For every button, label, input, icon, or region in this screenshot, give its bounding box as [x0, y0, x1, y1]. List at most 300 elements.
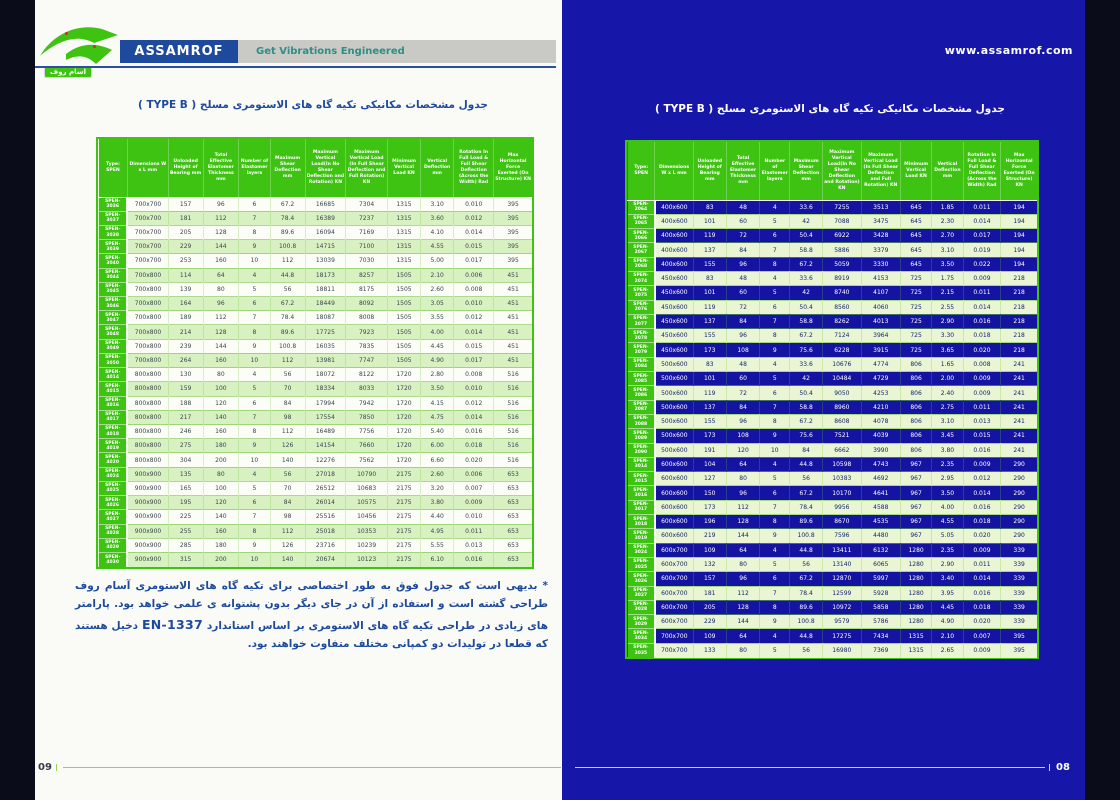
- value-cell: 0.014: [963, 572, 1001, 586]
- value-cell: 1.85: [932, 200, 963, 214]
- value-cell: 67.2: [790, 572, 823, 586]
- value-cell: 0.022: [963, 257, 1001, 271]
- value-cell: 217: [168, 410, 203, 424]
- value-cell: 1315: [387, 254, 420, 268]
- value-cell: 3.50: [932, 486, 963, 500]
- value-cell: 600x600: [655, 500, 694, 514]
- type-cell: SPEN-3035: [628, 643, 655, 657]
- value-cell: 2.35: [932, 543, 963, 557]
- value-cell: 58.8: [790, 314, 823, 328]
- value-cell: 7030: [346, 254, 388, 268]
- value-cell: 189: [168, 311, 203, 325]
- value-cell: 0.006: [454, 268, 494, 282]
- value-cell: 3.05: [421, 297, 454, 311]
- value-cell: 600x600: [655, 515, 694, 529]
- value-cell: 3.20: [421, 481, 454, 495]
- value-cell: 112: [270, 353, 305, 367]
- value-cell: 42: [790, 372, 823, 386]
- value-cell: 4107: [861, 286, 900, 300]
- type-cell: SPEN-3015: [628, 472, 655, 486]
- value-cell: 3379: [861, 243, 900, 257]
- value-cell: 12870: [823, 572, 862, 586]
- value-cell: 3330: [861, 257, 900, 271]
- value-cell: 0.008: [454, 368, 494, 382]
- value-cell: 7850: [346, 410, 388, 424]
- value-cell: 140: [203, 510, 239, 524]
- value-cell: 900x900: [127, 467, 168, 481]
- value-cell: 10239: [346, 538, 388, 552]
- value-cell: 4.55: [421, 240, 454, 254]
- value-cell: 2.60: [421, 467, 454, 481]
- value-cell: 56: [790, 643, 823, 657]
- value-cell: 200: [203, 453, 239, 467]
- value-cell: 0.011: [963, 557, 1001, 571]
- value-cell: 6: [239, 297, 270, 311]
- value-cell: 600x700: [655, 615, 694, 629]
- value-cell: 12599: [823, 586, 862, 600]
- value-cell: 0.018: [454, 439, 494, 453]
- value-cell: 395: [494, 254, 532, 268]
- value-cell: 56: [790, 557, 823, 571]
- value-cell: 1505: [387, 325, 420, 339]
- value-cell: 64: [203, 268, 239, 282]
- value-cell: 645: [900, 200, 931, 214]
- value-cell: 800x800: [127, 439, 168, 453]
- value-cell: 1720: [387, 439, 420, 453]
- value-cell: 275: [168, 439, 203, 453]
- value-cell: 1315: [387, 240, 420, 254]
- value-cell: 126: [270, 439, 305, 453]
- right-page: [562, 0, 1085, 800]
- value-cell: 120: [203, 396, 239, 410]
- column-header: Total Effective Elastomer Thickness mm: [726, 142, 760, 200]
- value-cell: 0.015: [454, 240, 494, 254]
- value-cell: 516: [494, 396, 532, 410]
- value-cell: 8262: [823, 314, 862, 328]
- value-cell: 806: [900, 386, 931, 400]
- type-cell: SPEN-3026: [628, 572, 655, 586]
- value-cell: 500x600: [655, 400, 694, 414]
- value-cell: 56: [270, 467, 305, 481]
- value-cell: 4013: [861, 314, 900, 328]
- value-cell: 806: [900, 372, 931, 386]
- column-header: Dimensions W x L mm: [655, 142, 694, 200]
- value-cell: 16094: [305, 225, 346, 239]
- value-cell: 400x600: [655, 214, 694, 228]
- value-cell: 5: [760, 472, 790, 486]
- value-cell: 5.55: [421, 538, 454, 552]
- value-cell: 600x700: [655, 543, 694, 557]
- value-cell: 4480: [861, 529, 900, 543]
- value-cell: 4: [760, 200, 790, 214]
- value-cell: 2.90: [932, 557, 963, 571]
- value-cell: 10683: [346, 481, 388, 495]
- value-cell: 10972: [823, 600, 862, 614]
- value-cell: 4060: [861, 300, 900, 314]
- type-cell: SPEN-3037: [99, 211, 128, 225]
- type-cell: SPEN-3028: [628, 600, 655, 614]
- value-cell: 191: [693, 443, 726, 457]
- value-cell: 0.018: [963, 329, 1001, 343]
- value-cell: 1280: [900, 543, 931, 557]
- value-cell: 6: [760, 386, 790, 400]
- value-cell: 4.10: [421, 225, 454, 239]
- value-cell: 800x800: [127, 410, 168, 424]
- type-cell: SPEN-2065: [628, 214, 655, 228]
- value-cell: 128: [726, 515, 760, 529]
- value-cell: 4: [239, 268, 270, 282]
- value-cell: 4.45: [421, 339, 454, 353]
- type-cell: SPEN-4026: [99, 496, 128, 510]
- value-cell: 8960: [823, 400, 862, 414]
- value-cell: 450x600: [655, 314, 694, 328]
- value-cell: 3.40: [932, 572, 963, 586]
- value-cell: 67.2: [270, 297, 305, 311]
- value-cell: 10598: [823, 457, 862, 471]
- value-cell: 290: [1001, 515, 1037, 529]
- table-row: [628, 329, 1038, 343]
- value-cell: 84: [270, 396, 305, 410]
- value-cell: 900x900: [127, 510, 168, 524]
- value-cell: 2.80: [421, 368, 454, 382]
- value-cell: 600x700: [655, 586, 694, 600]
- value-cell: 4: [760, 457, 790, 471]
- value-cell: 5886: [823, 243, 862, 257]
- value-cell: 104: [693, 457, 726, 471]
- table-title-left: جدول مشخصات مکانیکی تکیه گاه های الاستومری مسلح ( TYPE B ): [138, 99, 488, 111]
- value-cell: 3964: [861, 329, 900, 343]
- value-cell: 119: [693, 386, 726, 400]
- value-cell: 6: [760, 572, 790, 586]
- value-cell: 100.8: [790, 529, 823, 543]
- value-cell: 2.90: [932, 314, 963, 328]
- type-cell: SPEN-4020: [99, 453, 128, 467]
- value-cell: 1280: [900, 615, 931, 629]
- type-cell: SPEN-4030: [99, 552, 128, 567]
- value-cell: 1.75: [932, 271, 963, 285]
- value-cell: 4.40: [421, 510, 454, 524]
- value-cell: 1505: [387, 339, 420, 353]
- header-divider: [35, 66, 556, 68]
- value-cell: 6: [760, 486, 790, 500]
- value-cell: 18072: [305, 368, 346, 382]
- type-cell: SPEN-3049: [99, 339, 128, 353]
- value-cell: 4253: [861, 386, 900, 400]
- value-cell: 800x800: [127, 453, 168, 467]
- value-cell: 6132: [861, 543, 900, 557]
- footer-line: [63, 767, 561, 768]
- value-cell: 100: [203, 382, 239, 396]
- value-cell: 194: [1001, 257, 1037, 271]
- column-header: Max Horizontal Force Exerted (On Structure) KN: [1001, 142, 1037, 200]
- value-cell: 80: [203, 282, 239, 296]
- value-cell: 160: [203, 254, 239, 268]
- value-cell: 3.50: [932, 257, 963, 271]
- value-cell: 8092: [346, 297, 388, 311]
- value-cell: 2.10: [421, 268, 454, 282]
- table-row: [628, 572, 1038, 586]
- value-cell: 48: [726, 357, 760, 371]
- value-cell: 500x600: [655, 372, 694, 386]
- value-cell: 0.015: [454, 339, 494, 353]
- value-cell: 700x800: [127, 353, 168, 367]
- value-cell: 10: [760, 443, 790, 457]
- value-cell: 2.60: [421, 282, 454, 296]
- value-cell: 5786: [861, 615, 900, 629]
- value-cell: 395: [494, 240, 532, 254]
- value-cell: 10170: [823, 486, 862, 500]
- value-cell: 339: [1001, 600, 1037, 614]
- value-cell: 0.018: [963, 600, 1001, 614]
- column-header: Maximum Vertical Load (In Full Shear Deflection and Full Rotation) KN: [861, 142, 900, 200]
- value-cell: 3.95: [932, 586, 963, 600]
- value-cell: 7923: [346, 325, 388, 339]
- value-cell: 8560: [823, 300, 862, 314]
- value-cell: 6.10: [421, 552, 454, 567]
- value-cell: 13039: [305, 254, 346, 268]
- value-cell: 75.6: [790, 343, 823, 357]
- value-cell: 89.6: [270, 225, 305, 239]
- column-header: Vertical Deflection mm: [932, 142, 963, 200]
- page-footer-left: [38, 762, 561, 773]
- table-row: [99, 510, 533, 524]
- table-row: [628, 486, 1038, 500]
- value-cell: 290: [1001, 500, 1037, 514]
- value-cell: 0.010: [454, 297, 494, 311]
- value-cell: 1505: [387, 297, 420, 311]
- value-cell: 18173: [305, 268, 346, 282]
- value-cell: 80: [203, 467, 239, 481]
- value-cell: 4: [760, 357, 790, 371]
- value-cell: 3.80: [421, 496, 454, 510]
- page-number-right: 08: [1056, 762, 1070, 773]
- column-header: Rotation In Full Load & Full Shear Deflection (Across the Width) Rad: [454, 139, 494, 197]
- value-cell: 8: [760, 414, 790, 428]
- value-cell: 400x600: [655, 200, 694, 214]
- table-row: [99, 467, 533, 481]
- value-cell: 219: [693, 529, 726, 543]
- value-cell: 96: [726, 414, 760, 428]
- value-cell: 500x600: [655, 429, 694, 443]
- value-cell: 1505: [387, 311, 420, 325]
- value-cell: 137: [693, 243, 726, 257]
- value-cell: 80: [203, 368, 239, 382]
- value-cell: 500x600: [655, 357, 694, 371]
- value-cell: 80: [726, 472, 760, 486]
- value-cell: 6.00: [421, 439, 454, 453]
- spec-table: [627, 142, 1037, 658]
- value-cell: 44.8: [790, 457, 823, 471]
- value-cell: 155: [693, 257, 726, 271]
- value-cell: 160: [203, 425, 239, 439]
- value-cell: 290: [1001, 486, 1037, 500]
- table-row: [628, 500, 1038, 514]
- value-cell: 4153: [861, 271, 900, 285]
- footnote-text-2: دخیل هستند که قطعا در تولیدات دو کمپانی مختلف متفاوت خواهند بود.: [75, 619, 548, 650]
- value-cell: 339: [1001, 615, 1037, 629]
- value-cell: 160: [203, 524, 239, 538]
- type-cell: SPEN-3045: [99, 282, 128, 296]
- value-cell: 2.55: [932, 300, 963, 314]
- type-cell: SPEN-3024: [628, 543, 655, 557]
- value-cell: 229: [693, 615, 726, 629]
- value-cell: 400x600: [655, 229, 694, 243]
- value-cell: 84: [270, 496, 305, 510]
- value-cell: 400x600: [655, 257, 694, 271]
- value-cell: 180: [203, 439, 239, 453]
- footer-line: [575, 767, 1045, 768]
- value-cell: 8033: [346, 382, 388, 396]
- value-cell: 0.009: [963, 643, 1001, 657]
- value-cell: 4.45: [932, 600, 963, 614]
- value-cell: 967: [900, 515, 931, 529]
- value-cell: 10575: [346, 496, 388, 510]
- value-cell: 14154: [305, 439, 346, 453]
- table-row: [99, 538, 533, 552]
- value-cell: 48: [726, 200, 760, 214]
- type-cell: SPEN-3029: [628, 615, 655, 629]
- value-cell: 5: [760, 372, 790, 386]
- value-cell: 7: [760, 400, 790, 414]
- value-cell: 241: [1001, 386, 1037, 400]
- value-cell: 218: [1001, 300, 1037, 314]
- value-cell: 155: [693, 414, 726, 428]
- value-cell: 10: [239, 254, 270, 268]
- value-cell: 1315: [900, 629, 931, 643]
- value-cell: 700x700: [127, 197, 168, 211]
- type-cell: SPEN-3040: [99, 254, 128, 268]
- value-cell: 2.15: [932, 286, 963, 300]
- value-cell: 339: [1001, 572, 1037, 586]
- type-cell: SPEN-4016: [99, 396, 128, 410]
- type-cell: SPEN-3038: [99, 225, 128, 239]
- value-cell: 725: [900, 329, 931, 343]
- value-cell: 112: [726, 586, 760, 600]
- type-cell: SPEN-2088: [628, 414, 655, 428]
- footnote: [75, 578, 548, 653]
- value-cell: 2.70: [932, 229, 963, 243]
- table-row: [628, 314, 1038, 328]
- table-row: [628, 414, 1038, 428]
- table-row: [99, 325, 533, 339]
- footnote-text-1: * بدیهی است که جدول فوق به طور اختصاصی برای تکیه گاه های الاستومری آسام روف طراحی گشته است و استفاده از آن در جای دیگر بدون پشتوانه ی علمی خواهد بود. پارامتر های زیادی در طراحی تکیه گاه های الاستومری بر اساس استاندارد: [75, 580, 548, 632]
- type-cell: SPEN-4028: [99, 524, 128, 538]
- value-cell: 16389: [305, 211, 346, 225]
- value-cell: 56: [790, 472, 823, 486]
- type-cell: SPEN-4019: [99, 439, 128, 453]
- type-cell: SPEN-3046: [99, 297, 128, 311]
- value-cell: 101: [693, 286, 726, 300]
- value-cell: 0.010: [454, 510, 494, 524]
- value-cell: 67.2: [790, 414, 823, 428]
- value-cell: 42: [790, 286, 823, 300]
- value-cell: 2175: [387, 510, 420, 524]
- type-cell: SPEN-4024: [99, 467, 128, 481]
- value-cell: 137: [693, 400, 726, 414]
- value-cell: 13411: [823, 543, 862, 557]
- value-cell: 9: [760, 429, 790, 443]
- value-cell: 10790: [346, 467, 388, 481]
- table-row: [628, 557, 1038, 571]
- value-cell: 967: [900, 472, 931, 486]
- table-row: [99, 268, 533, 282]
- value-cell: 600x700: [655, 557, 694, 571]
- table-row: [628, 529, 1038, 543]
- value-cell: 7169: [346, 225, 388, 239]
- value-cell: 60: [726, 214, 760, 228]
- value-cell: 725: [900, 314, 931, 328]
- value-cell: 451: [494, 353, 532, 367]
- footer-tick: [56, 764, 57, 771]
- value-cell: 96: [726, 329, 760, 343]
- value-cell: 137: [693, 314, 726, 328]
- value-cell: 195: [168, 496, 203, 510]
- type-cell: SPEN-3016: [628, 486, 655, 500]
- value-cell: 0.017: [963, 229, 1001, 243]
- value-cell: 516: [494, 453, 532, 467]
- value-cell: 2.75: [932, 400, 963, 414]
- value-cell: 645: [900, 257, 931, 271]
- value-cell: 0.020: [963, 529, 1001, 543]
- value-cell: 241: [1001, 400, 1037, 414]
- value-cell: 0.014: [454, 225, 494, 239]
- value-cell: 7: [239, 211, 270, 225]
- value-cell: 140: [203, 410, 239, 424]
- value-cell: 26512: [305, 481, 346, 495]
- value-cell: 119: [693, 229, 726, 243]
- value-cell: 8740: [823, 286, 862, 300]
- type-cell: SPEN-3036: [99, 197, 128, 211]
- value-cell: 84: [726, 243, 760, 257]
- value-cell: 1505: [387, 268, 420, 282]
- value-cell: 144: [203, 339, 239, 353]
- value-cell: 0.009: [963, 271, 1001, 285]
- table-row: [628, 615, 1038, 629]
- table-row: [628, 472, 1038, 486]
- value-cell: 451: [494, 297, 532, 311]
- value-cell: 9: [239, 240, 270, 254]
- table-row: [99, 524, 533, 538]
- value-cell: 800x800: [127, 396, 168, 410]
- table-row: [628, 200, 1038, 214]
- spec-table-right: [625, 140, 1039, 659]
- type-cell: SPEN-2085: [628, 372, 655, 386]
- value-cell: 144: [203, 240, 239, 254]
- value-cell: 7562: [346, 453, 388, 467]
- value-cell: 5997: [861, 572, 900, 586]
- value-cell: 48: [726, 271, 760, 285]
- value-cell: 7: [760, 586, 790, 600]
- value-cell: 89.6: [790, 515, 823, 529]
- value-cell: 1505: [387, 282, 420, 296]
- value-cell: 126: [270, 538, 305, 552]
- value-cell: 0.010: [454, 197, 494, 211]
- value-cell: 3.80: [932, 443, 963, 457]
- type-cell: SPEN-2064: [628, 200, 655, 214]
- type-cell: SPEN-3048: [99, 325, 128, 339]
- value-cell: 96: [203, 197, 239, 211]
- value-cell: 2.10: [932, 629, 963, 643]
- value-cell: 4039: [861, 429, 900, 443]
- value-cell: 0.016: [963, 500, 1001, 514]
- value-cell: 196: [693, 515, 726, 529]
- value-cell: 6: [239, 396, 270, 410]
- value-cell: 0.016: [963, 314, 1001, 328]
- value-cell: 3.55: [421, 311, 454, 325]
- value-cell: 8122: [346, 368, 388, 382]
- value-cell: 6: [760, 229, 790, 243]
- value-cell: 96: [726, 257, 760, 271]
